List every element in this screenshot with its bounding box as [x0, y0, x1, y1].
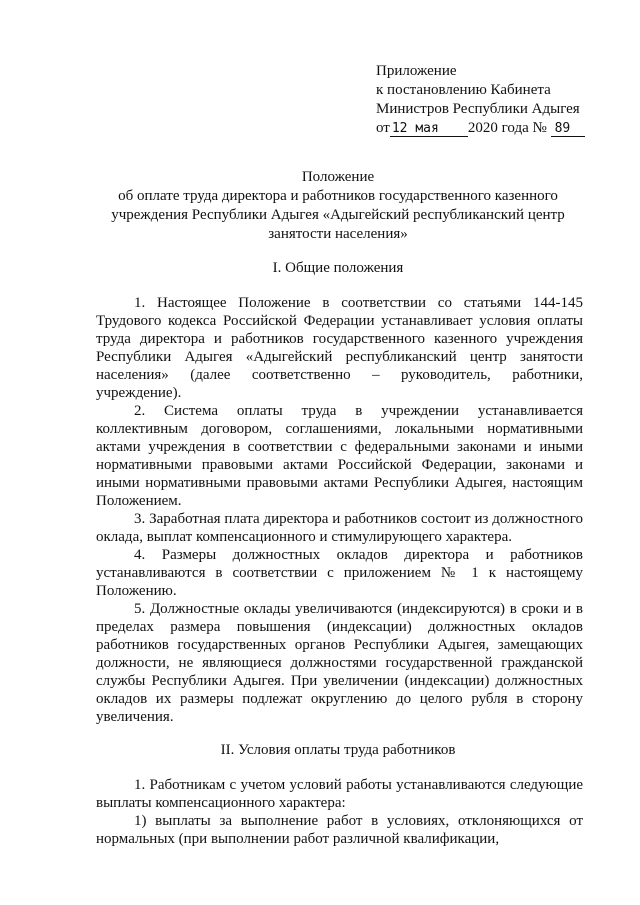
section-2-heading: II. Условия оплаты труда работников [220, 742, 456, 758]
document-title [96, 168, 580, 244]
title-line-1: Положение [301, 169, 375, 185]
handwritten-date: 12 мая [390, 122, 468, 137]
paragraph: 1. Работникам с учетом условий работы устанавливаются следующие выплаты компенсационного характера: [96, 777, 583, 811]
appendix-label: Приложение [376, 63, 457, 79]
appendix-header [376, 62, 626, 138]
paragraph: 1) выплаты за выполнение работ в условиях, отклоняющихся от нормальных (при выполнении работ различной квалификации, [96, 813, 583, 847]
section-1-heading: I. Общие положения [272, 260, 404, 276]
paragraph: 3. Заработная плата директора и работников состоит из должностного оклада, выплат компенсационного и стимулирующего характера. [96, 511, 583, 545]
appendix-date-line [376, 119, 626, 138]
title-line-3: учреждения Республики Адыгея «Адыгейский республиканский центр [111, 207, 565, 223]
date-prefix: от [376, 120, 390, 136]
appendix-ministers-line: Министров Республики Адыгея [376, 101, 580, 117]
title-line-2: об оплате труда директора и работников государственного казенного [118, 188, 558, 204]
paragraph: 1. Настоящее Положение в соответствии со статьями 144-145 Трудового кодекса Российской Федерации устанавливает условия оплаты труда директора и работников государственного казенного учреждения Республики Адыгея «Адыгейский республиканский центр занятости населения» (далее соответственно – руководитель, работники, учреждение). [96, 295, 583, 401]
title-line-4: занятости населения» [268, 226, 408, 242]
handwritten-number: 89 [551, 122, 585, 137]
paragraph: 5. Должностные оклады увеличиваются (индексируются) в сроки и в пределах размера повышения (индексации) должностных окладов работников государственных органов Республики Адыгея, замещающих должности, не являющиеся должностями государственной гражданской службы Республики Адыгея. При увеличении (индексации) должностных окладов их размеры подлежат округлению до целого рубля в сторону увеличения. [96, 601, 583, 725]
paragraph: 4. Размеры должностных окладов директора и работников устанавливаются в соответствии с приложением № 1 к настоящему Положению. [96, 547, 583, 599]
year-text: 2020 года № [467, 120, 547, 136]
paragraph: 2. Система оплаты труда в учреждении устанавливается коллективным договором, соглашениями, локальными нормативными актами учреждения в соответствии с федеральными законами и иными нормативными правовыми актами Российской Федерации, законами и иными нормативными правовыми актами Республики Адыгея, настоящим Положением. [96, 403, 583, 509]
section-1-body [96, 294, 583, 726]
appendix-resolution-line: к постановлению Кабинета [376, 82, 551, 98]
section-2-body [96, 776, 583, 848]
